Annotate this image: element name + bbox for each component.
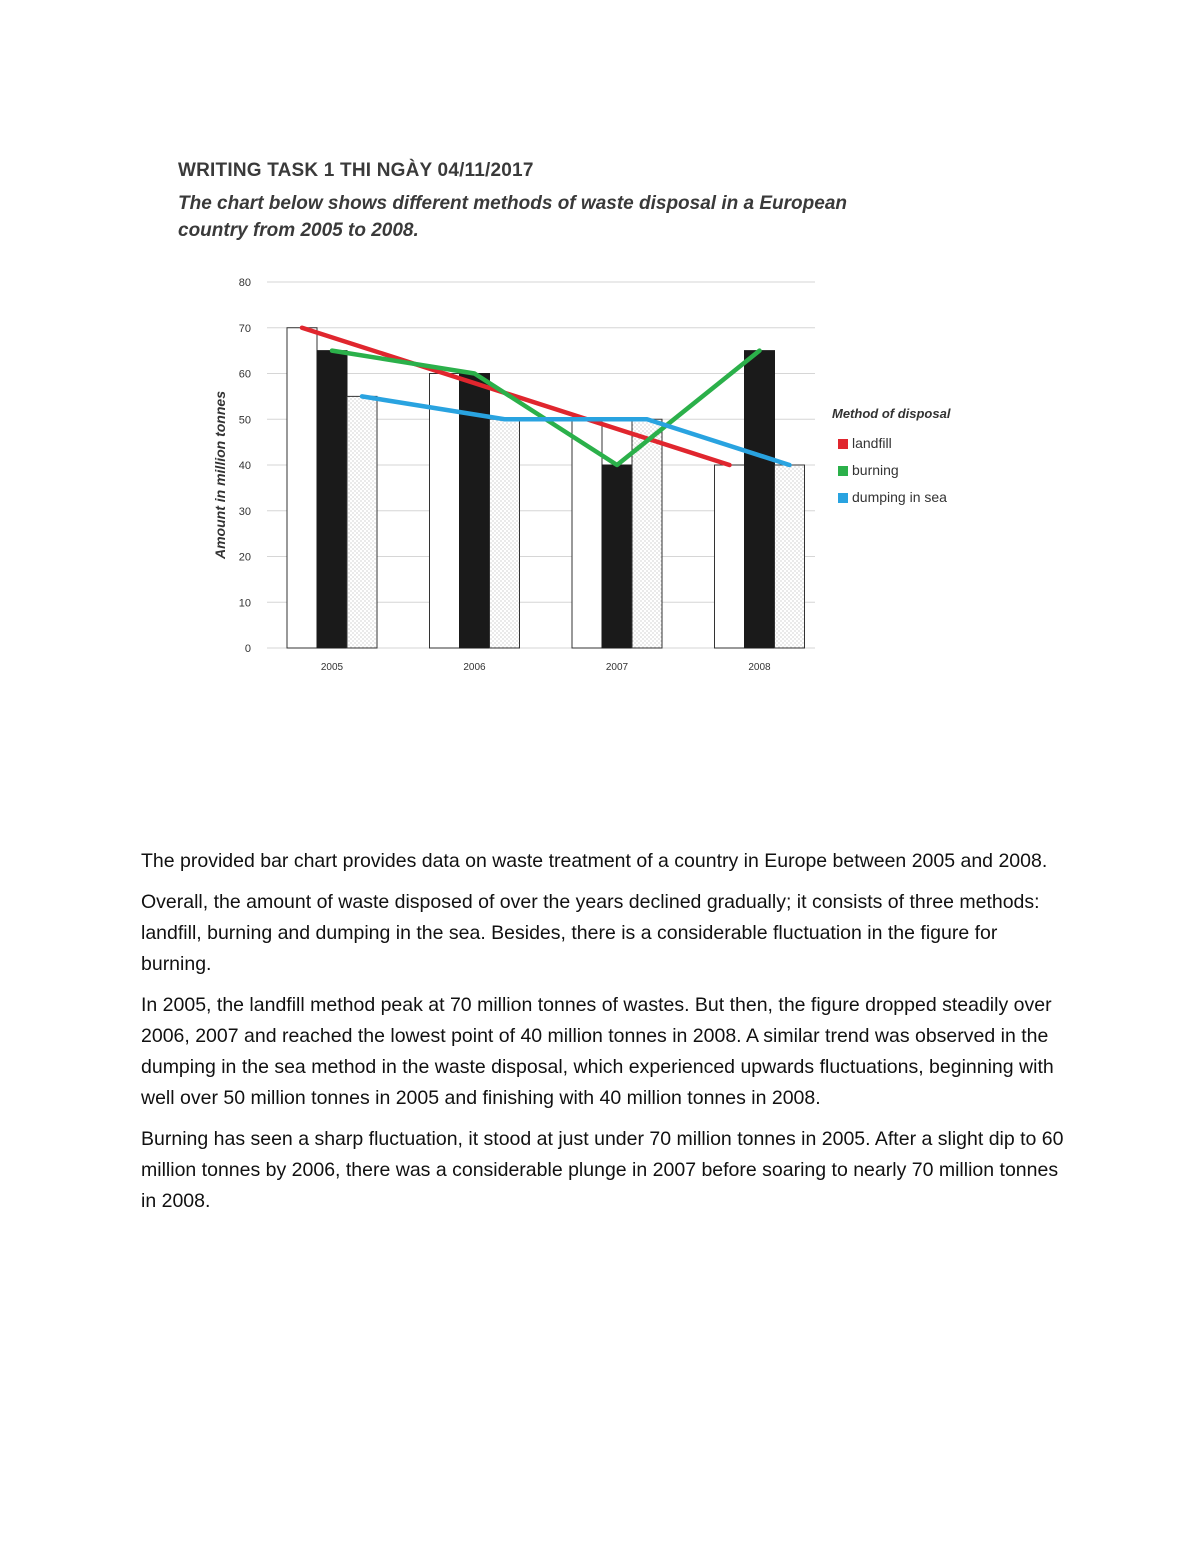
bar-dumping-in-sea-2007 xyxy=(632,419,662,648)
y-tick-label: 40 xyxy=(238,460,251,472)
bar-burning-2005 xyxy=(317,351,347,648)
bar-dumping-in-sea-2005 xyxy=(347,396,377,648)
bar-burning-2007 xyxy=(602,465,632,648)
task-prompt-line2: country from 2005 to 2008. xyxy=(178,220,419,241)
y-axis-label: Amount in million tonnes xyxy=(212,391,228,559)
x-tick-label: 2007 xyxy=(605,662,629,673)
legend-swatch xyxy=(838,439,848,449)
y-tick-label: 70 xyxy=(238,322,251,335)
bar-landfill-2006 xyxy=(430,374,460,649)
bar-dumping-in-sea-2008 xyxy=(775,465,805,648)
bar-dumping-in-sea-2006 xyxy=(490,419,520,648)
bar-landfill-2005 xyxy=(287,328,317,648)
essay xyxy=(141,846,1071,1227)
bar-landfill-2008 xyxy=(715,465,745,648)
task-prompt xyxy=(178,190,998,244)
y-tick-label: 30 xyxy=(238,505,251,518)
x-tick-label: 2005 xyxy=(320,662,344,673)
legend-label: burning xyxy=(852,462,899,478)
legend-swatch xyxy=(838,493,848,503)
y-tick-label: 20 xyxy=(238,551,251,564)
essay-paragraph-3: In 2005, the landfill method peak at 70 million tonnes of wastes. But then, the figure dropped steadily over 2006, 2007 and reached the lowest point of 40 million tonnes in 2008. A similar trend was observed in the dumping in the sea method in the waste disposal, which experienced upwards fluctuations, beginning with well over 50 million tonnes in 2005 and finishing with 40 million tonnes in 2008. xyxy=(141,994,1054,1109)
legend-layer xyxy=(832,406,951,505)
essay-paragraph-2: Overall, the amount of waste disposed of over the years declined gradually; it consists of three methods: landfill, burning and dumping in the sea. Besides, there is a considerable fluctuation in the figure for burning. xyxy=(141,891,1040,975)
x-tick-label: 2006 xyxy=(463,662,486,673)
task-title: WRITING TASK 1 THI NGÀY 04/11/2017 xyxy=(178,160,534,181)
legend-swatch xyxy=(838,466,848,476)
task-prompt-line1: The chart below shows different methods of waste disposal in a European xyxy=(178,193,847,214)
y-tick-label: 60 xyxy=(238,368,251,381)
task-header xyxy=(178,160,998,244)
essay-paragraph-1: The provided bar chart provides data on waste treatment of a country in Europe between 2005 and 2008. xyxy=(141,850,1048,872)
legend-label: dumping in sea xyxy=(852,489,947,505)
legend-title: Method of disposal xyxy=(832,406,951,421)
legend-label: landfill xyxy=(852,435,892,451)
y-tick-label: 0 xyxy=(244,643,251,655)
waste-disposal-chart xyxy=(200,268,1020,688)
x-tick-label: 2008 xyxy=(748,662,771,673)
y-tick-label: 10 xyxy=(238,597,251,610)
y-tick-label: 80 xyxy=(238,277,251,289)
bar-burning-2008 xyxy=(745,351,775,648)
essay-paragraph-4: Burning has seen a sharp fluctuation, it stood at just under 70 million tonnes in 2005. After a slight dip to 60 million tonnes by 2006, there was a considerable plunge in 2007 before soaring to nearly 70 million tonnes in 2008. xyxy=(141,1128,1064,1212)
y-tick-label: 50 xyxy=(238,414,251,427)
